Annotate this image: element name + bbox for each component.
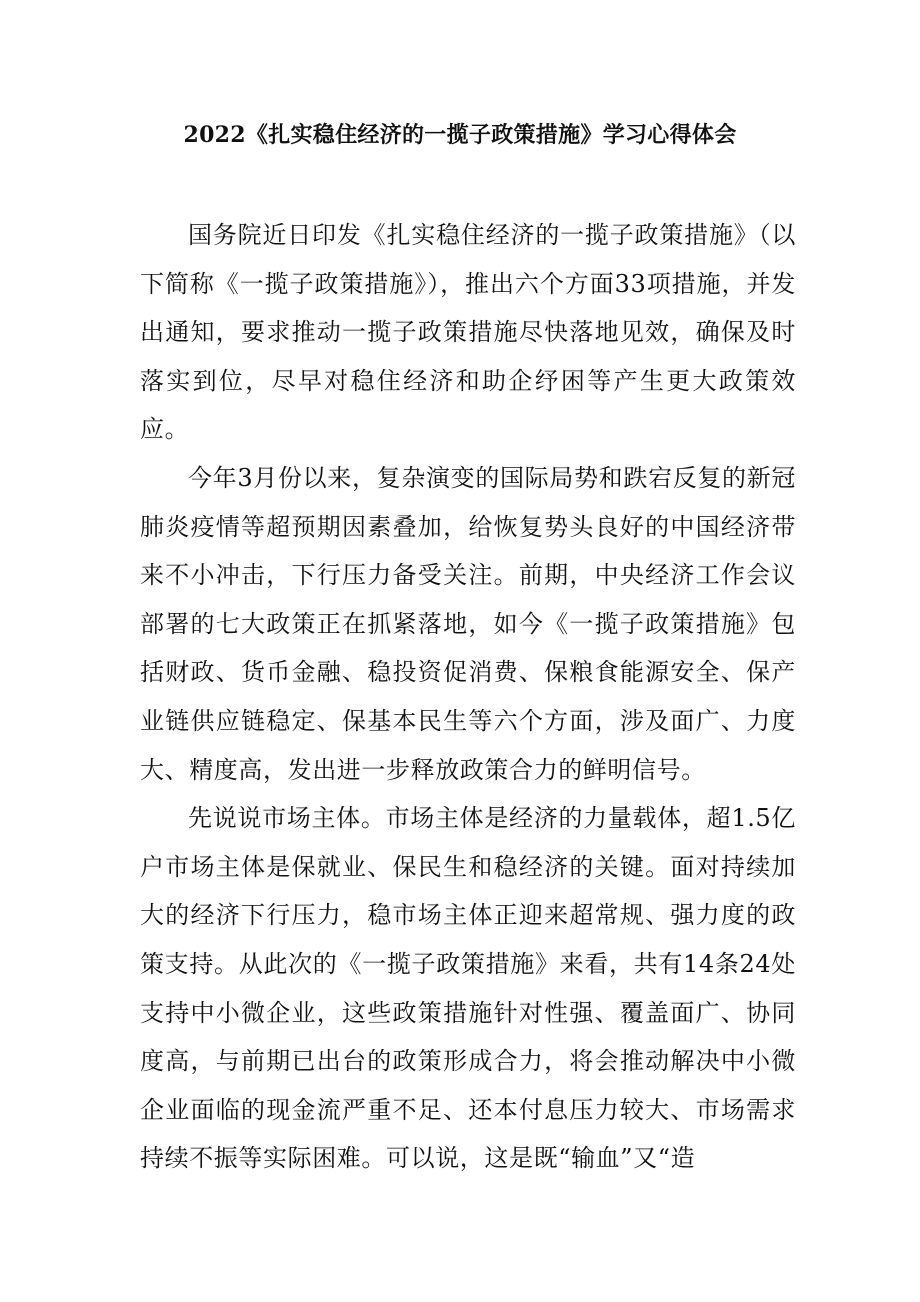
document-body: [140, 211, 796, 1183]
paragraph-2: 今年3月份以来，复杂演变的国际局势和跌宕反复的新冠肺炎疫情等超预期因素叠加，给恢复势头良好的中国经济带来不小冲击，下行压力备受关注。前期，中央经济工作会议部署的七大政策正在抓紧落地，如今《一揽子政策措施》包括财政、货币金融、稳投资促消费、保粮食能源安全、保产业链供应链稳定、保基本民生等六个方面，涉及面广、力度大、精度高，发出进一步释放政策合力的鲜明信号。: [140, 463, 796, 784]
document-title: 2022《扎实稳住经济的一揽子政策措施》学习心得体会: [183, 122, 737, 148]
paragraph-1: 国务院近日印发《扎实稳住经济的一揽子政策措施》（以下简称《一揽子政策措施》），推出六个方面33项措施，并发出通知，要求推动一揽子政策措施尽快落地见效，确保及时落实到位，尽早对稳住经济和助企纾困等产生更大政策效应。: [140, 221, 796, 444]
paragraph-3: 先说说市场主体。市场主体是经济的力量载体，超1.5亿户市场主体是保就业、保民生和稳经济的关键。面对持续加大的经济下行压力，稳市场主体正迎来超常规、强力度的政策支持。从此次的《一揽子政策措施》来看，共有14条24处支持中小微企业，这些政策措施针对性强、覆盖面广、协同度高，与前期已出台的政策形成合力，将会推动解决中小微企业面临的现金流严重不足、还本付息压力较大、市场需求持续不振等实际困难。可以说，这是既“输血”又“造: [140, 804, 796, 1173]
